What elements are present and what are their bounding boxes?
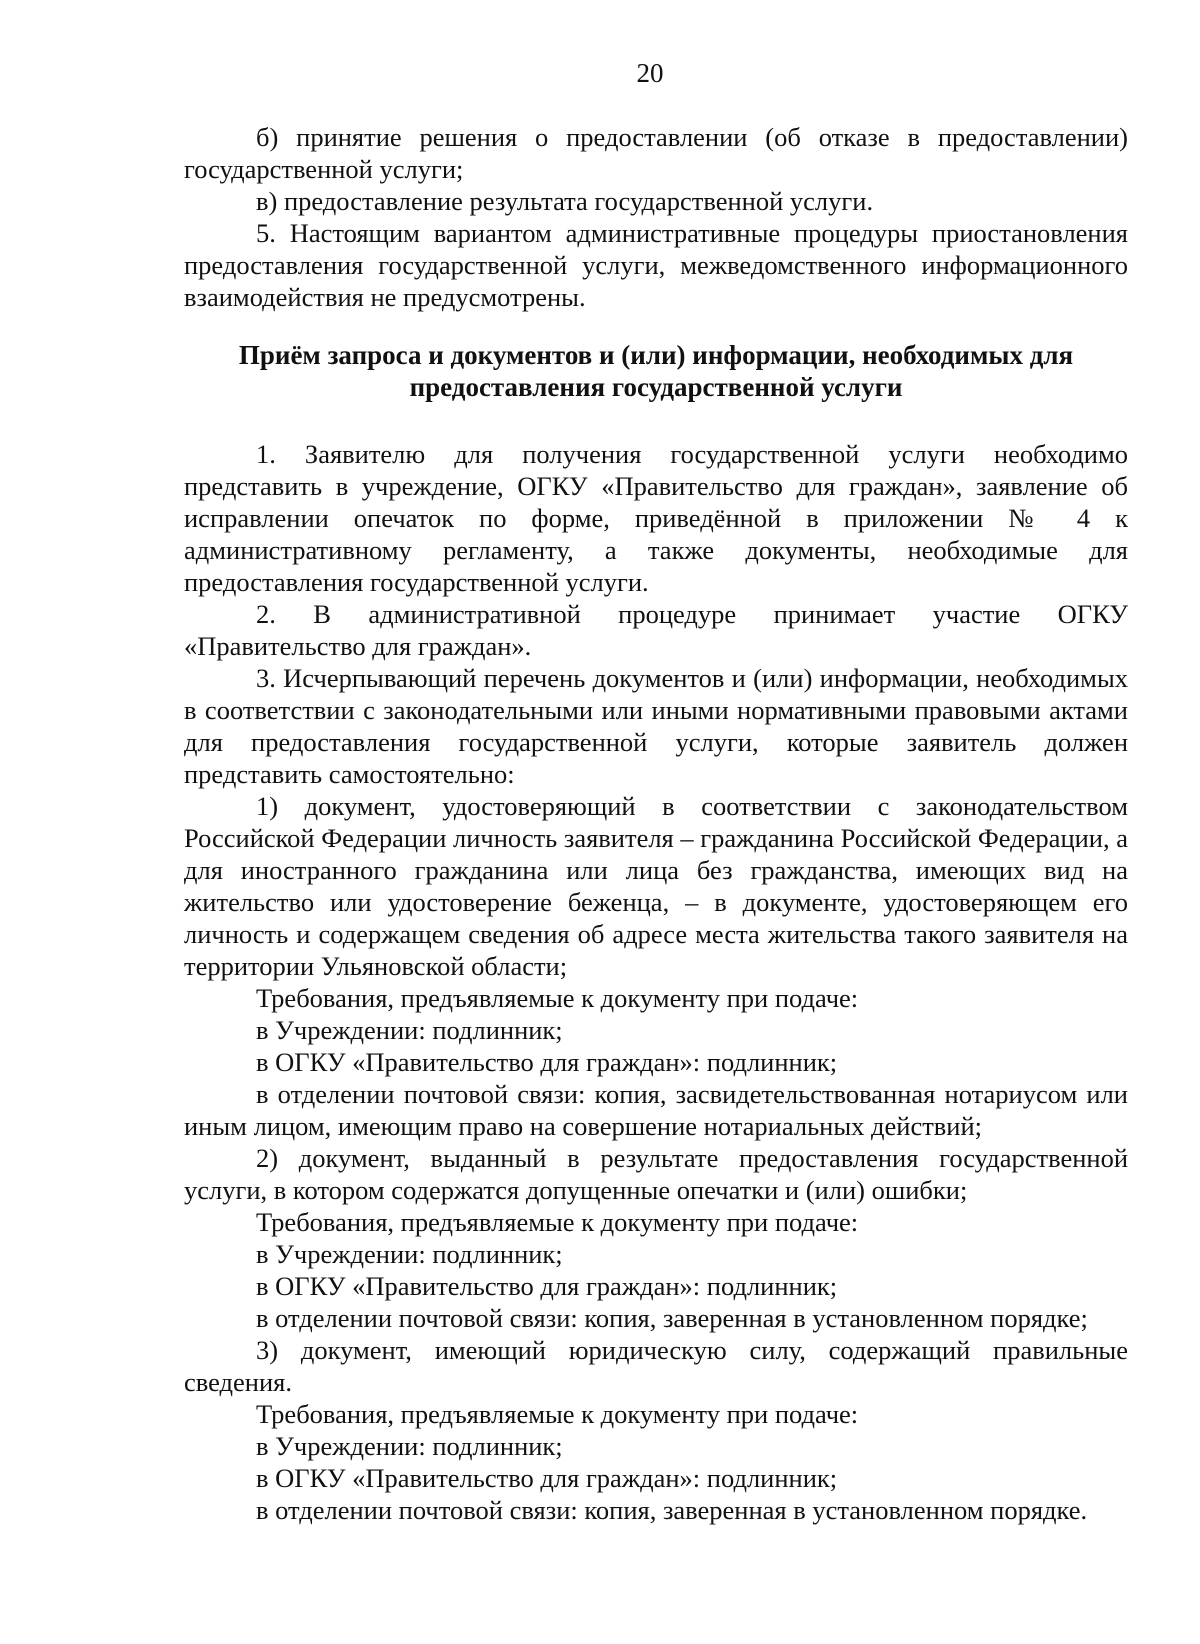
- section-heading: [184, 339, 1128, 403]
- paragraph: в Учреждении: подлинник;: [256, 1431, 563, 1461]
- paragraph: в ОГКУ «Правительство для граждан»: подлинник;: [256, 1047, 838, 1077]
- paragraph: 1. Заявителю для получения государственной услуги необходимо представить в учреждение, ОГКУ «Правительство для граждан», заявление об исправлении опечаток по форме, приведённой в приложении № 4 к административному регламенту, а также документы, необходимые для предоставления государственной услуги.: [184, 439, 1128, 597]
- paragraph: 2) документ, выданный в результате предоставления государственной услуги, в котором содержатся допущенные опечатки и (или) ошибки;: [184, 1143, 1128, 1205]
- page-number: 20: [636, 58, 664, 88]
- paragraph: в ОГКУ «Правительство для граждан»: подлинник;: [256, 1271, 838, 1301]
- paragraph: в Учреждении: подлинник;: [256, 1015, 563, 1045]
- paragraph: 3) документ, имеющий юридическую силу, содержащий правильные сведения.: [184, 1335, 1128, 1397]
- section-heading-line: предоставления государственной услуги: [409, 372, 903, 402]
- paragraph: Требования, предъявляемые к документу при подаче:: [256, 1207, 859, 1237]
- section-heading-line: Приём запроса и документов и (или) информации, необходимых для: [238, 340, 1074, 370]
- paragraph: 5. Настоящим вариантом административные процедуры приостановления предоставления государственной услуги, межведомственного информационного взаимодействия не предусмотрены.: [184, 218, 1128, 312]
- intro-text-block: [184, 121, 1128, 313]
- paragraph: Требования, предъявляемые к документу при подаче:: [256, 1399, 859, 1429]
- paragraph: 2. В административной процедуре принимает участие ОГКУ «Правительство для граждан».: [184, 599, 1128, 661]
- paragraph: в отделении почтовой связи: копия, заверенная в установленном порядке;: [256, 1303, 1088, 1333]
- paragraph: в отделении почтовой связи: копия, заверенная в установленном порядке.: [256, 1495, 1088, 1525]
- paragraph: 1) документ, удостоверяющий в соответствии с законодательством Российской Федерации личность заявителя – гражданина Российской Федерации, а для иностранного гражданина или лица без гражданства, имеющих вид на жительство или удостоверение беженца, – в документе, удостоверяющем его личность и содержащем сведения об адресе места жительства такого заявителя на территории Ульяновской области;: [184, 791, 1128, 981]
- paragraph: в ОГКУ «Правительство для граждан»: подлинник;: [256, 1463, 838, 1493]
- paragraph: в Учреждении: подлинник;: [256, 1239, 563, 1269]
- paragraph: в) предоставление результата государственной услуги.: [256, 186, 874, 216]
- body-text-block: [184, 438, 1128, 1526]
- paragraph: б) принятие решения о предоставлении (об отказе в предоставлении) государственной услуги;: [184, 122, 1128, 184]
- paragraph: Требования, предъявляемые к документу при подаче:: [256, 983, 859, 1013]
- paragraph: 3. Исчерпывающий перечень документов и (или) информации, необходимых в соответствии с законодательными или иными нормативными правовыми актами для предоставления государственной услуги, которые заявитель должен представить самостоятельно:: [184, 663, 1128, 789]
- paragraph: в отделении почтовой связи: копия, засвидетельствованная нотариусом или иным лицом, имеющим право на совершение нотариальных действий;: [184, 1079, 1128, 1141]
